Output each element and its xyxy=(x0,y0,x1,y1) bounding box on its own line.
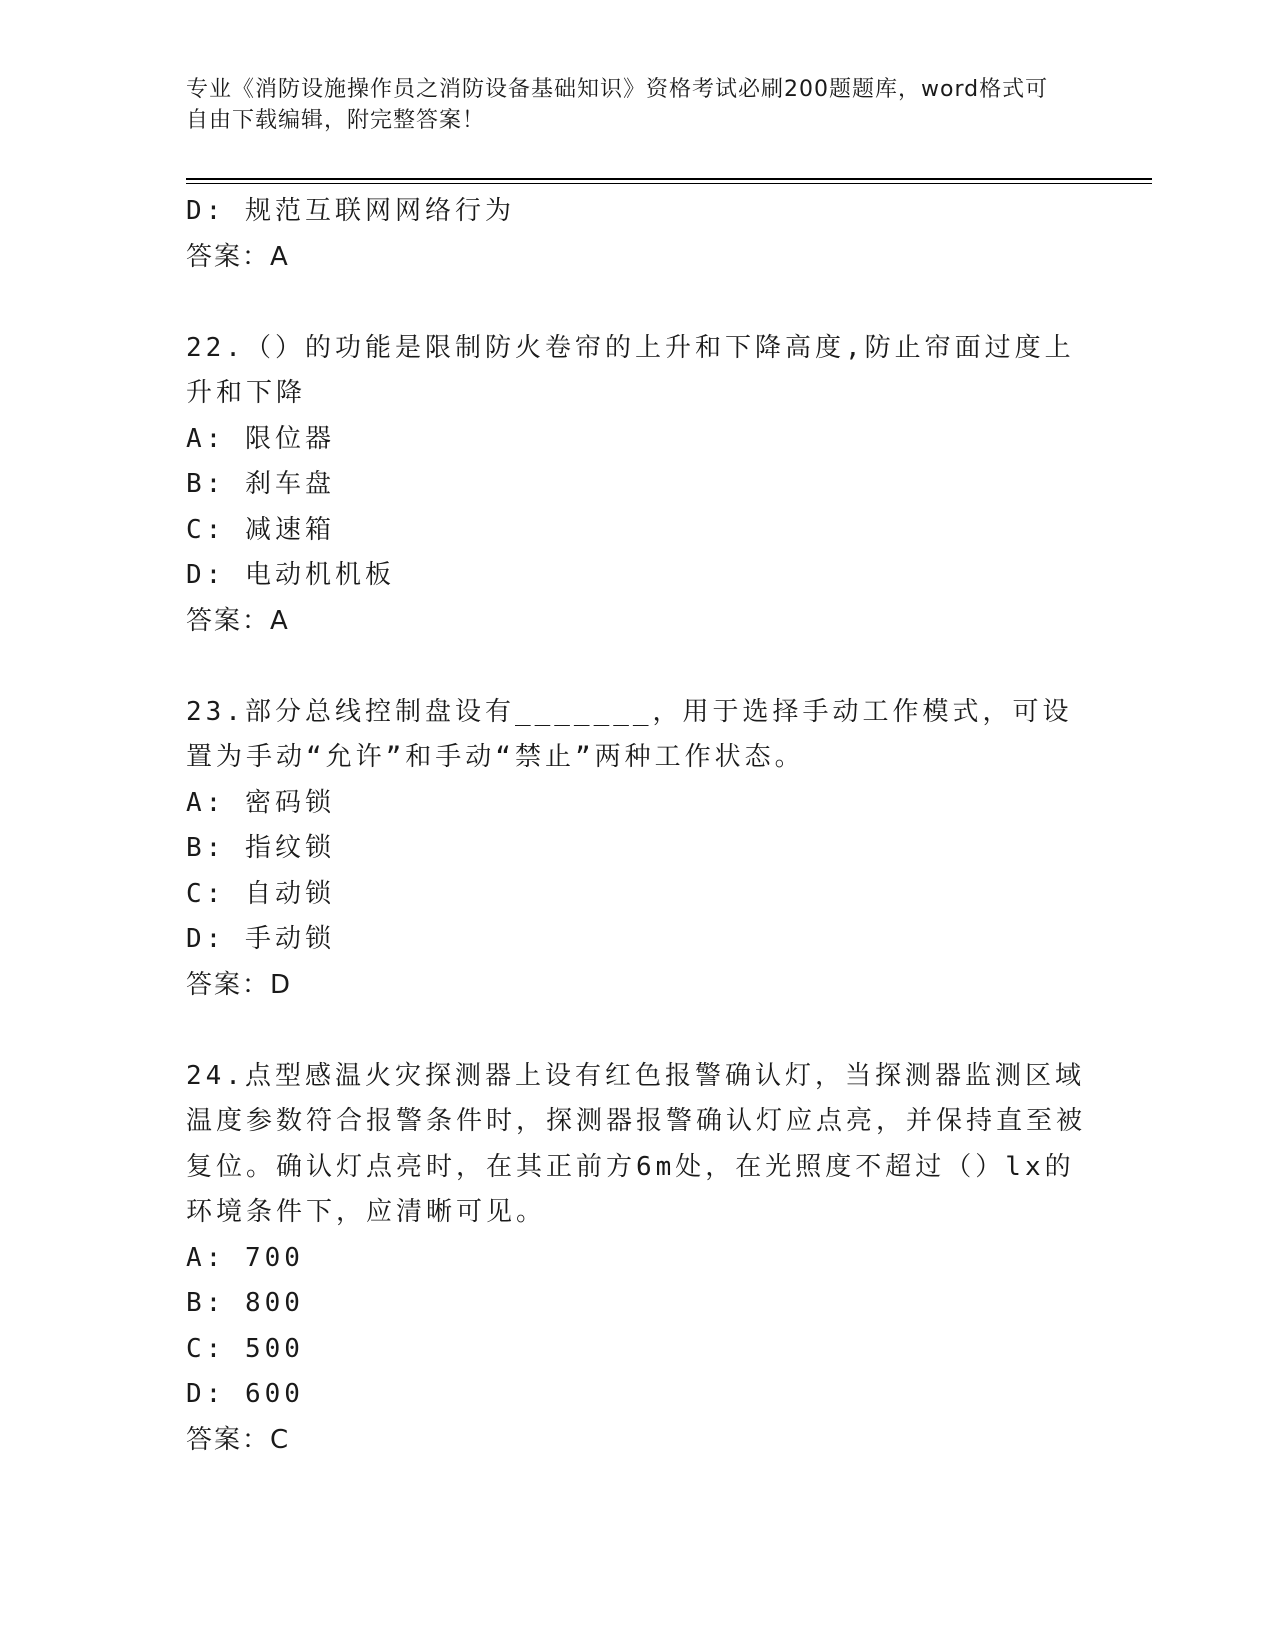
header-divider-thin xyxy=(186,183,1152,184)
answer-line: 答案：D xyxy=(186,969,293,1000)
question-stem: 23.部分总线控制盘设有_______，用于选择手动工作模式，可设置为手动“允许”和手动“禁止”两种工作状态。 xyxy=(186,696,1073,772)
question-block xyxy=(186,326,1086,645)
question-block xyxy=(186,1054,1086,1464)
spacer xyxy=(186,280,1086,326)
option-d: D: 规范互联网网络行为 xyxy=(186,196,515,226)
question-content xyxy=(186,189,1086,1463)
spacer xyxy=(186,644,1086,690)
option-c: C: 减速箱 xyxy=(186,514,335,545)
option-b: B: 指纹锁 xyxy=(186,833,335,863)
option-b: B: 刹车盘 xyxy=(186,469,335,499)
option-d: D: 电动机机板 xyxy=(186,560,395,590)
answer-line: 答案：A xyxy=(186,605,290,636)
option-c: C: 500 xyxy=(186,1333,304,1364)
answer-line: 答案：A xyxy=(186,241,290,272)
question-stem: 24.点型感温火灾探测器上设有红色报警确认灯，当探测器监测区域温度参数符合报警条件时，探测器报警确认灯应点亮，并保持直至被复位。确认灯点亮时，在其正前方6m处，在光照度不超过（）lx的环境条件下，应清晰可见。 xyxy=(186,1060,1087,1227)
header-divider xyxy=(186,178,1152,180)
option-b: B: 800 xyxy=(186,1288,304,1318)
option-a: A: 700 xyxy=(186,1242,304,1273)
option-a: A: 密码锁 xyxy=(186,787,335,818)
question-stem: 22.（）的功能是限制防火卷帘的上升和下降高度,防止帘面过度上升和下降 xyxy=(186,332,1075,408)
question-block xyxy=(186,690,1086,1009)
option-a: A: 限位器 xyxy=(186,423,335,454)
spacer xyxy=(186,1008,1086,1054)
option-c: C: 自动锁 xyxy=(186,878,335,909)
answer-line: 答案：C xyxy=(186,1424,291,1455)
option-d: D: 600 xyxy=(186,1379,304,1409)
document-header: 专业《消防设施操作员之消防设备基础知识》资格考试必刷200题题库，word格式可自由下载编辑，附完整答案！ xyxy=(186,77,1049,133)
option-d: D: 手动锁 xyxy=(186,924,335,954)
